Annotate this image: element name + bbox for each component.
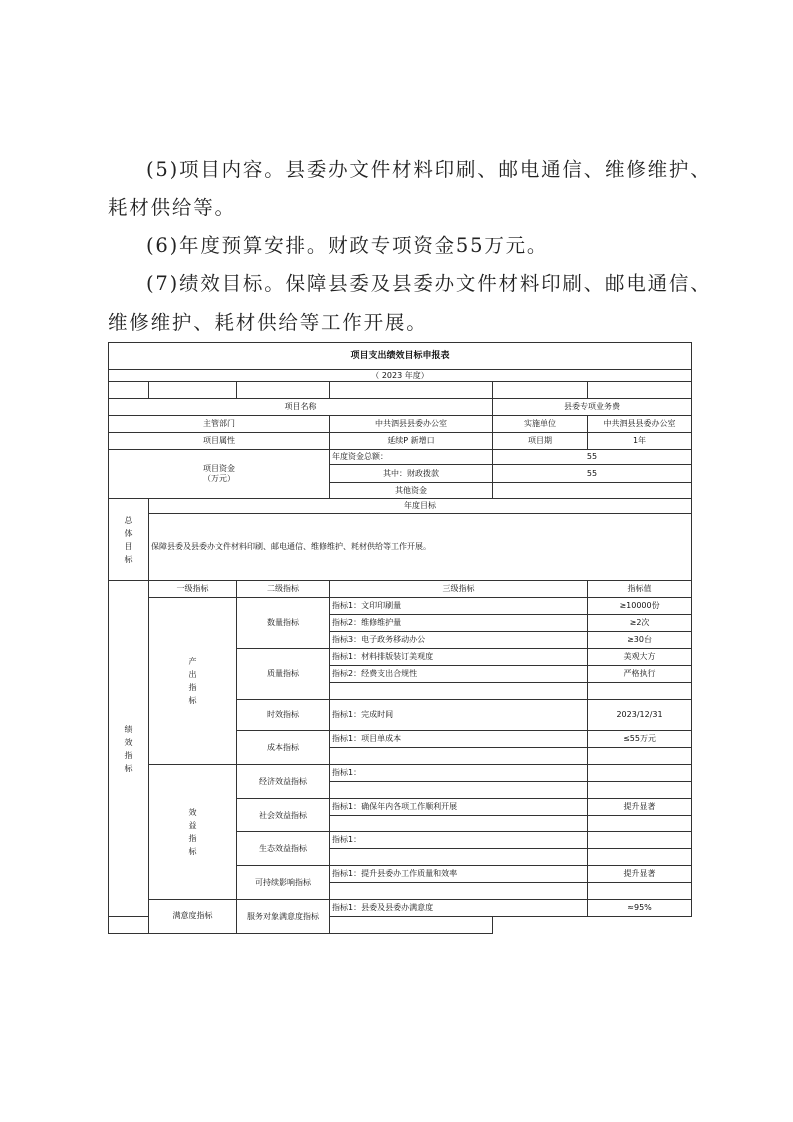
economic-label: 经济效益指标 — [237, 764, 330, 798]
fund-fiscal-value: 55 — [493, 465, 692, 483]
timeliness-label: 时效指标 — [237, 699, 330, 731]
perf-label: 绩效指标 — [124, 724, 133, 773]
economic-indicator-1: 指标1： — [330, 764, 588, 781]
fund-other-value — [493, 483, 692, 499]
impl-value: 中共泗县县委办公室 — [588, 415, 692, 432]
fund-fiscal-label: 其中：财政拨款 — [330, 465, 493, 483]
period-value: 1年 — [588, 432, 692, 449]
annual-goal-header: 年度目标 — [149, 499, 692, 514]
paragraph-annual-budget: (6)年度预算安排。财政专项资金55万元。 — [146, 234, 549, 257]
output-label: 产出指标 — [188, 657, 197, 706]
overall-goal-label: 总体目标 — [124, 515, 133, 564]
paragraph-project-content-cont: 耗材供给等。 — [108, 196, 236, 219]
fund-other-label: 其他资金 — [330, 483, 493, 499]
sustain-label: 可持续影响指标 — [237, 866, 330, 900]
sustain-indicator-1: 指标1：提升县委办工作质量和效率 — [330, 866, 588, 883]
fund-unit: （万元） — [203, 473, 235, 483]
col-level3: 三级指标 — [330, 581, 588, 598]
attr-label: 项目属性 — [109, 432, 330, 449]
satisfaction-indicator-1: 指标1：县委及县委办满意度 — [330, 899, 588, 916]
quantity-indicator-3: 指标3：电子政务移动办公 — [330, 632, 588, 649]
project-name-value: 县委专项业务费 — [493, 398, 692, 415]
social-label: 社会效益指标 — [237, 798, 330, 832]
performance-target-table — [108, 342, 692, 934]
social-indicator-1: 指标1：确保年内各项工作顺利开展 — [330, 798, 588, 815]
paragraph-performance-goal: (7)绩效目标。保障县委及县委办文件材料印刷、邮电通信、 — [146, 272, 712, 295]
attr-value: 延续P 新增口 — [330, 432, 493, 449]
cost-indicator-1-value: ≤55万元 — [588, 731, 692, 748]
social-indicator-1-value: 提升显著 — [588, 798, 692, 815]
fund-total-label: 年度资金总额： — [330, 449, 493, 465]
ecological-label: 生态效益指标 — [237, 832, 330, 866]
timeliness-indicator-1-value: 2023/12/31 — [588, 699, 692, 731]
dept-value: 中共泗县县委办公室 — [330, 415, 493, 432]
quality-indicator-2: 指标2：经费支出合规性 — [330, 665, 588, 682]
quality-indicator-1-value: 美观大方 — [588, 648, 692, 665]
ecological-indicator-1: 指标1： — [330, 832, 588, 849]
overall-goal-label-cell — [109, 499, 149, 581]
project-name-label: 项目名称 — [109, 398, 493, 415]
fund-label: 项目资金 — [203, 463, 235, 473]
quantity-indicator-1: 指标1：文印印刷量 — [330, 598, 588, 615]
col-level1: 一级指标 — [149, 581, 237, 598]
period-label: 项目期 — [493, 432, 588, 449]
quality-indicator-2-value: 严格执行 — [588, 665, 692, 682]
output-label-cell — [149, 598, 237, 765]
quality-label: 质量指标 — [237, 648, 330, 699]
quantity-label: 数量指标 — [237, 598, 330, 649]
quantity-indicator-3-value: ≥30台 — [588, 632, 692, 649]
fund-total-value: 55 — [493, 449, 692, 465]
benefit-label-cell — [149, 764, 237, 899]
cost-indicator-1: 指标1：项目单成本 — [330, 731, 588, 748]
table-title: 项目支出绩效目标申报表 — [109, 343, 692, 370]
paragraph-project-content: (5)项目内容。县委办文件材料印刷、邮电通信、维修维护、 — [146, 158, 712, 181]
table-year: （ 2023 年度） — [109, 370, 692, 382]
annual-goal-text: 保障县委及县委办文件材料印刷、邮电通信、维修维护、耗材供给等工作开展。 — [149, 513, 692, 581]
cost-label: 成本指标 — [237, 731, 330, 765]
impl-label: 实施单位 — [493, 415, 588, 432]
quantity-indicator-1-value: ≥10000份 — [588, 598, 692, 615]
quality-indicator-1: 指标1：材料排版装订美观度 — [330, 648, 588, 665]
col-value: 指标值 — [588, 581, 692, 598]
quantity-indicator-2-value: ≥2次 — [588, 615, 692, 632]
satisfaction-indicator-1-value: ≈95% — [588, 899, 692, 916]
paragraph-performance-goal-cont: 维修维护、耗材供给等工作开展。 — [108, 311, 428, 334]
satisfaction-label: 满意度指标 — [149, 899, 237, 933]
sustain-indicator-1-value: 提升显著 — [588, 866, 692, 883]
col-level2: 二级指标 — [237, 581, 330, 598]
fund-label-cell — [109, 449, 330, 499]
perf-label-cell — [109, 581, 149, 916]
benefit-label: 效益指标 — [188, 807, 197, 856]
quantity-indicator-2: 指标2：维修维护量 — [330, 615, 588, 632]
service-label: 服务对象满意度指标 — [237, 899, 330, 933]
dept-label: 主管部门 — [109, 415, 330, 432]
timeliness-indicator-1: 指标1：完成时间 — [330, 699, 588, 731]
